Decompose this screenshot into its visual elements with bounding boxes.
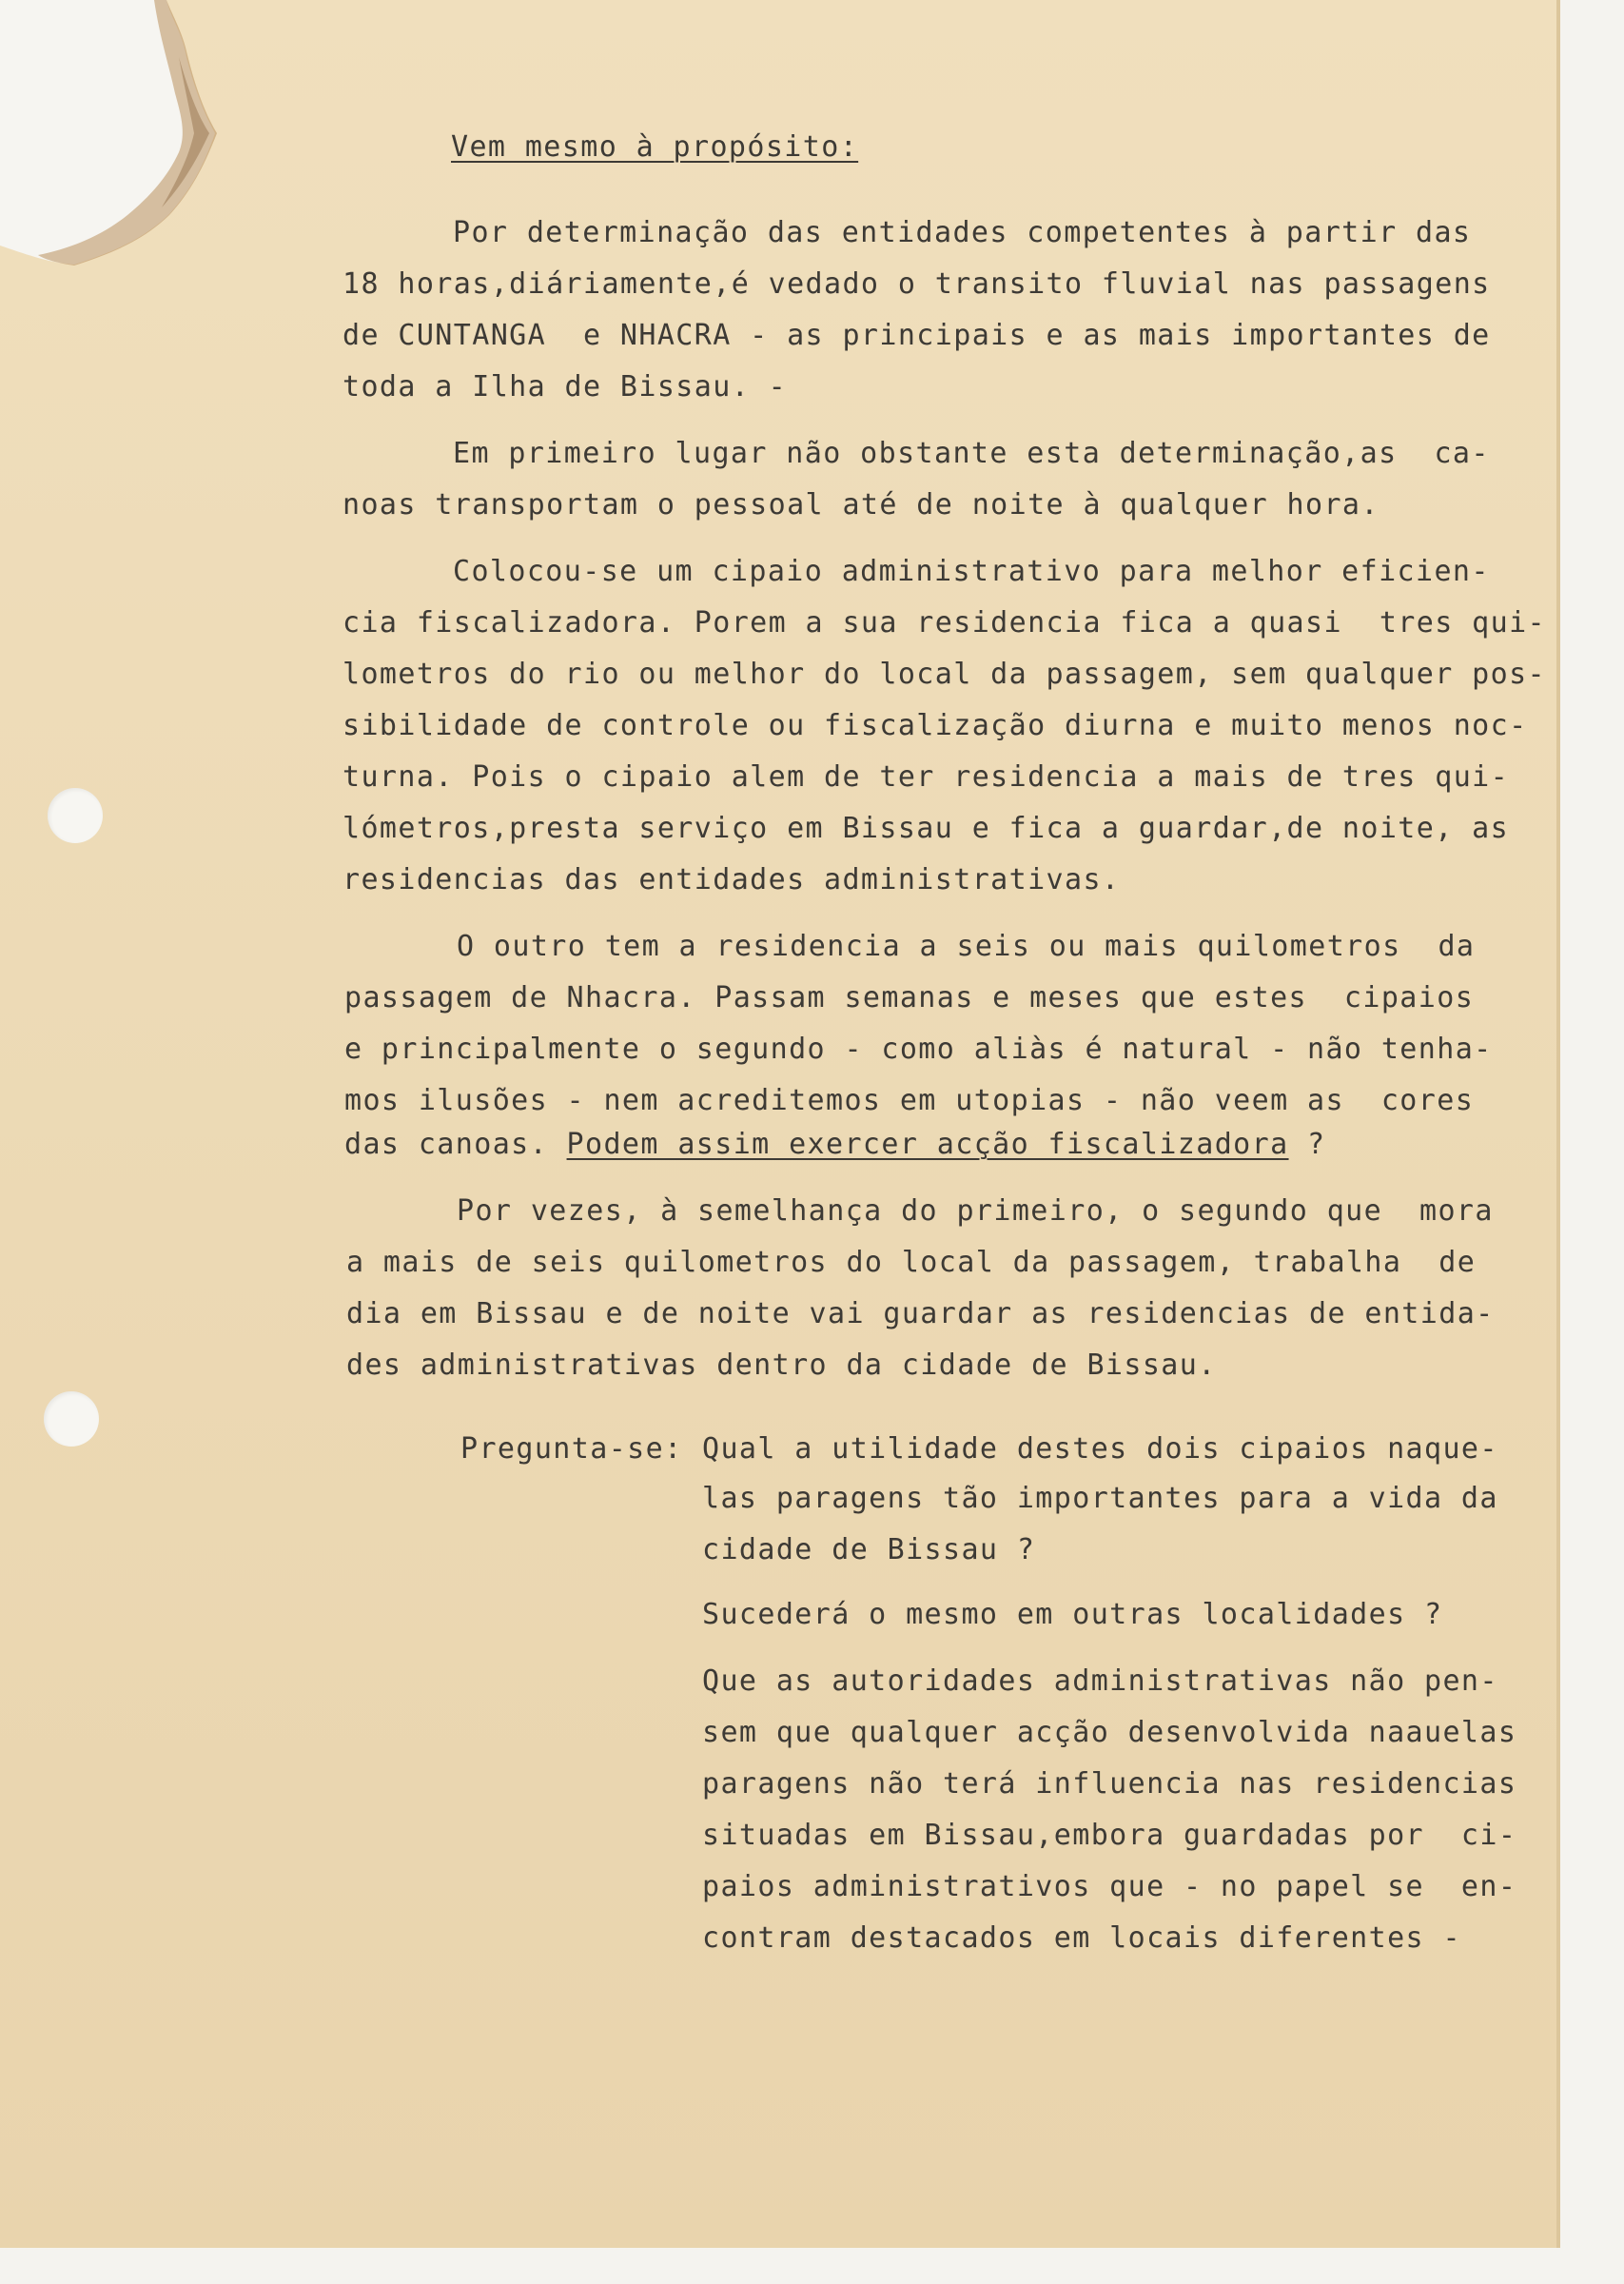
question-3-line: situadas em Bissau,embora guardadas por ci- bbox=[702, 1819, 1517, 1852]
punch-hole bbox=[44, 1391, 99, 1447]
paragraph-4-line: e principalmente o segundo - como aliàs é natural - não tenha- bbox=[344, 1033, 1493, 1066]
punch-hole bbox=[48, 788, 103, 843]
underlined-question: Podem assim exercer acção fiscalizadora bbox=[566, 1128, 1289, 1161]
paragraph-3-line: sibilidade de controle ou fiscalização diurna e muito menos noc- bbox=[342, 709, 1528, 742]
paragraph-1-line: toda a Ilha de Bissau. - bbox=[342, 370, 788, 404]
question-1-line: Qual a utilidade destes dois cipaios naque- bbox=[702, 1432, 1498, 1466]
paragraph-5-line: Por vezes, à semelhança do primeiro, o segundo que mora bbox=[457, 1194, 1494, 1228]
question-1-line: las paragens tão importantes para a vida da bbox=[702, 1482, 1498, 1515]
paragraph-1-line: Por determinação das entidades competentes à partir das bbox=[453, 216, 1472, 249]
paragraph-2-line: Em primeiro lugar não obstante esta determinação,as ca- bbox=[453, 437, 1490, 470]
paragraph-3-line: lometros do rio ou melhor do local da passagem, sem qualquer pos- bbox=[342, 658, 1546, 691]
paragraph-5-line: a mais de seis quilometros do local da passagem, trabalha de bbox=[346, 1246, 1477, 1279]
question-3-line: paios administrativos que - no papel se en- bbox=[702, 1870, 1517, 1903]
paragraph-4-line: passagem de Nhacra. Passam semanas e meses que estes cipaios bbox=[344, 981, 1475, 1014]
paragraph-4-line: mos ilusões - nem acreditemos em utopias - não veem as cores bbox=[344, 1084, 1475, 1117]
question-3-line: contram destacados em locais diferentes - bbox=[702, 1921, 1461, 1955]
question-mark: ? bbox=[1307, 1128, 1326, 1161]
paragraph-2-line: noas transportam o pessoal até de noite à qualquer hora. bbox=[342, 488, 1379, 522]
paragraph-5-line: dia em Bissau e de noite vai guardar as residencias de entida- bbox=[346, 1297, 1495, 1330]
question-1-line: cidade de Bissau ? bbox=[702, 1533, 1036, 1566]
question-3-line: sem que qualquer acção desenvolvida naauelas bbox=[702, 1716, 1517, 1749]
paragraph-4-line: O outro tem a residencia a seis ou mais quilometros da bbox=[457, 930, 1476, 963]
question-label: Pregunta-se: bbox=[460, 1432, 683, 1466]
paragraph-3-line: turna. Pois o cipaio alem de ter residencia a mais de tres qui- bbox=[342, 760, 1510, 794]
paragraph-4-line bbox=[344, 1128, 1325, 1162]
question-2-line: Sucederá o mesmo em outras localidades ? bbox=[702, 1598, 1443, 1631]
question-3-line: Que as autoridades administrativas não pen- bbox=[702, 1664, 1498, 1698]
paragraph-5-line: des administrativas dentro da cidade de Bissau. bbox=[346, 1349, 1217, 1382]
paragraph-3-line: lómetros,presta serviço em Bissau e fica a guardar,de noite, as bbox=[342, 812, 1510, 845]
paragraph-1-line: de CUNTANGA e NHACRA - as principais e as mais importantes de bbox=[342, 319, 1491, 352]
paragraph-3-line: Colocou-se um cipaio administrativo para melhor eficien- bbox=[453, 555, 1490, 588]
question-3-line: paragens não terá influencia nas residencias bbox=[702, 1767, 1517, 1801]
paragraph-3-line: cia fiscalizadora. Porem a sua residencia fica a quasi tres qui- bbox=[342, 606, 1546, 640]
heading: Vem mesmo à propósito: bbox=[451, 130, 859, 164]
torn-corner-stain bbox=[0, 0, 247, 286]
paragraph-1-line: 18 horas,diáriamente,é vedado o transito fluvial nas passagens bbox=[342, 267, 1491, 301]
paragraph-4-last-text: das canoas. bbox=[344, 1128, 549, 1161]
paragraph-3-line: residencias das entidades administrativas. bbox=[342, 863, 1121, 896]
paper-edge bbox=[1556, 0, 1560, 2248]
